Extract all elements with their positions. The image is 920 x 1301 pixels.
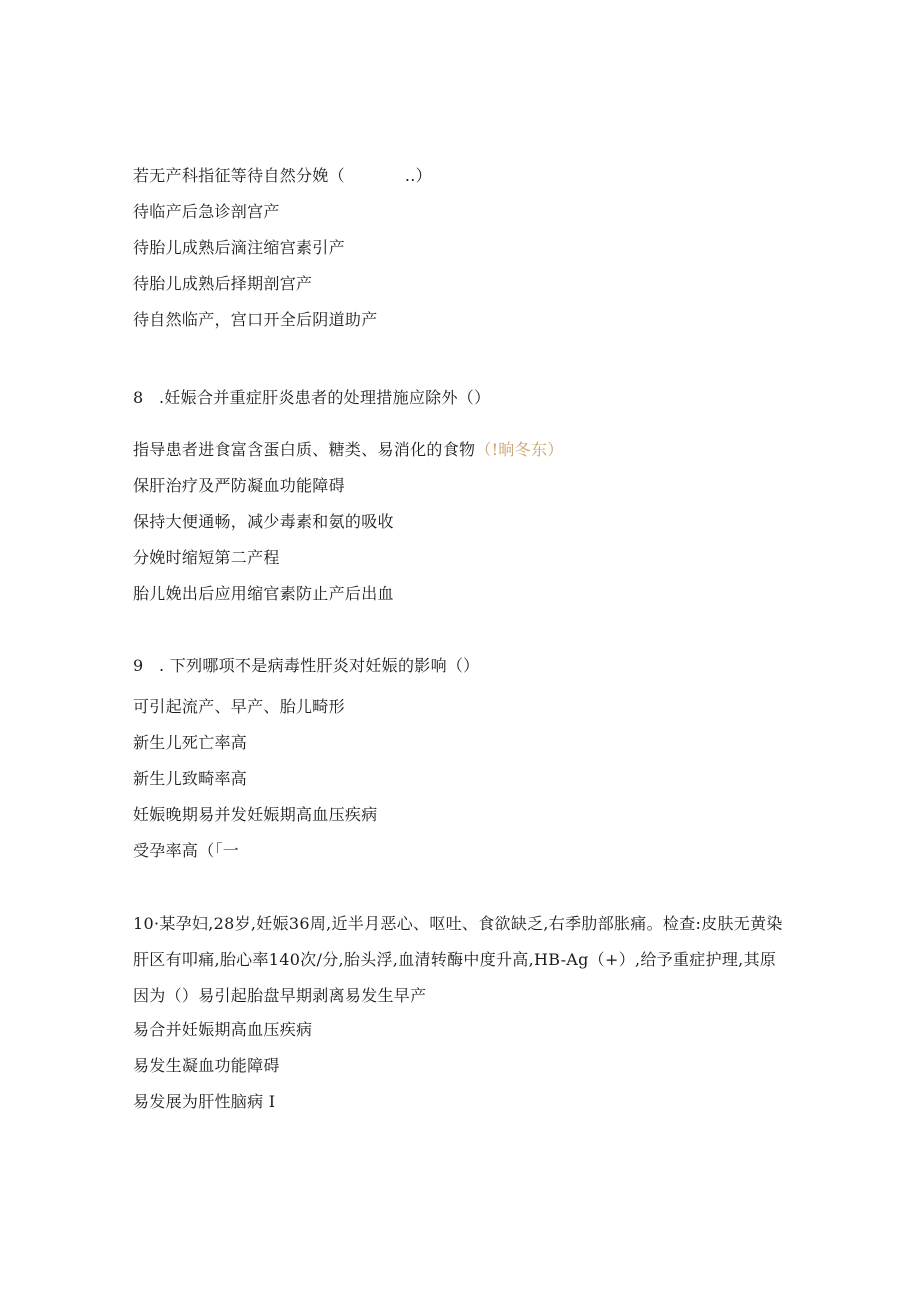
q7-stem-text: 若无产科指征等待自然分娩（	[133, 166, 345, 185]
q7-option-d: 待自然临产，宫口开全后阴道助产	[133, 310, 378, 329]
q7-option-c: 待胎儿成熟后择期剖宫产	[133, 274, 313, 293]
q10-option-c: 易发展为肝性脑病 I	[133, 1092, 276, 1111]
q8-number: 8	[133, 388, 144, 407]
q7-stem	[133, 166, 432, 186]
q8-option-a	[133, 440, 564, 460]
q8-stem-text: .妊娠合并重症肝炎患者的处理措施应除外（）	[159, 388, 491, 407]
q8-option-a-text: 指导患者进食富含蛋白质、糖类、易消化的食物	[133, 440, 476, 459]
q8-option-c: 保持大便通畅，减少毒素和氨的吸收	[133, 512, 394, 531]
q10-option-b: 易发生凝血功能障碍	[133, 1056, 280, 1075]
q7-option-a: 待临产后急诊剖宫产	[133, 202, 280, 221]
q9-option-b: 新生儿死亡率高	[133, 733, 248, 752]
q8-option-b: 保肝治疗及严防凝血功能障碍	[133, 476, 345, 495]
q8-option-e: 胎儿娩出后应用缩官素防止产后出血	[133, 584, 394, 603]
q10-stem: 10·某孕妇,28岁,妊娠36周,近半月恶心、呕吐、食欲缺乏,右季肋部胀痛。检查:皮肤无黄染肝区有叩痛,胎心率140次/分,胎头浮,血清转酶中度升高,HB-Ag（+）,给予重症护理,其原因为（）易引起胎盘早期剥离易发生早产	[133, 914, 783, 1005]
q9-option-c: 新生儿致畸率高	[133, 769, 248, 788]
q9-number: 9	[133, 656, 144, 675]
q9-stem-text: . 下列哪项不是病毒性肝炎对妊娠的影响（）	[159, 656, 480, 675]
q9-option-d: 妊娠晚期易并发妊娠期高血压疾病	[133, 805, 378, 824]
q8-option-a-annotation: （!晌冬东）	[475, 440, 564, 459]
q10-option-a: 易合并妊娠期高血压疾病	[133, 1020, 313, 1039]
q8-stem	[133, 388, 490, 408]
q8-option-d: 分娩时缩短第二产程	[133, 548, 280, 567]
q9-stem	[133, 656, 479, 676]
q9-option-a: 可引起流产、早产、胎儿畸形	[133, 697, 345, 716]
q7-stem-gap: ..）	[404, 166, 432, 185]
q7-option-b: 待胎儿成熟后滴注缩宫素引产	[133, 238, 345, 257]
q9-option-e: 受孕率高（「一	[133, 841, 240, 860]
